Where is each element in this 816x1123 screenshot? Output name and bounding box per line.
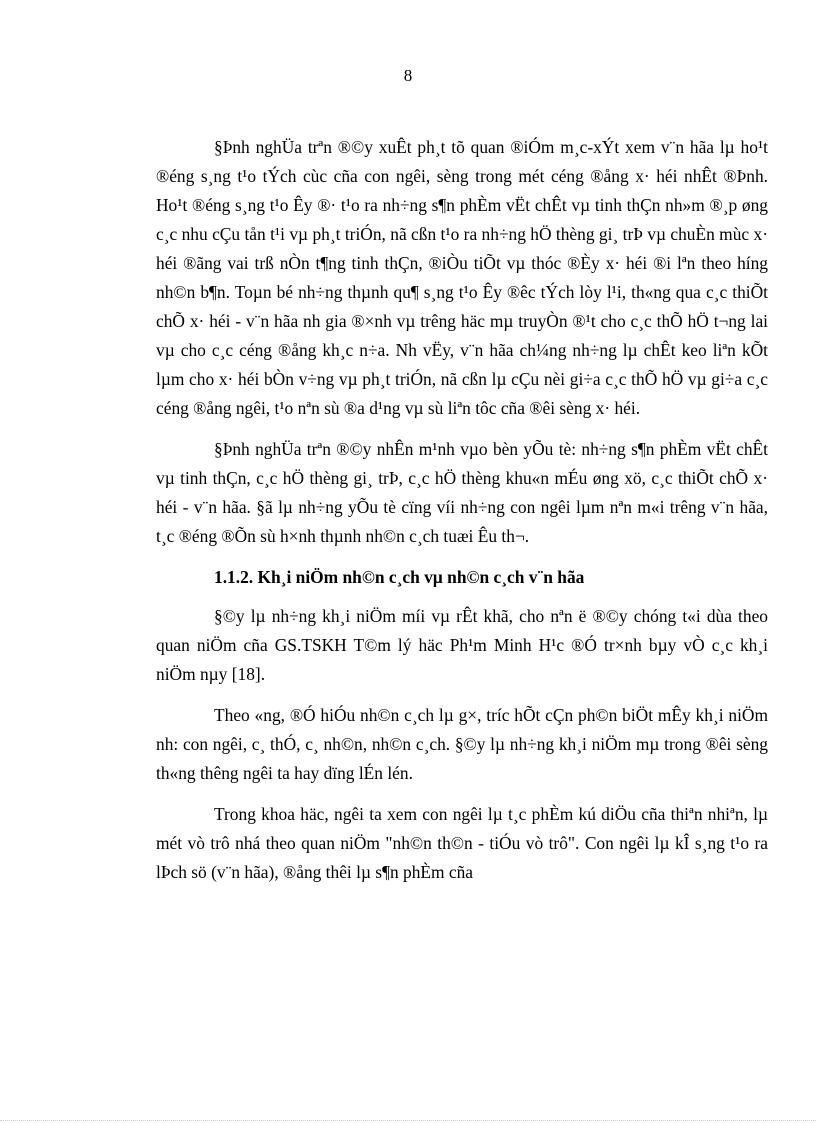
- document-body: [156, 133, 768, 899]
- paragraph-definition-origin: §Þnh nghÜa trªn ®©y xuÊt ph¸t tõ quan ®iÓm m¸c-xÝt xem v¨n hãa lµ ho¹t ®éng s¸ng t¹o tÝch cùc cña con ngêi, sèng trong mét céng ®ång x· héi nhÊt ®Þnh. Ho¹t ®éng s¸ng t¹o Êy ®· t¹o ra nh÷ng s¶n phÈm vËt chÊt vµ tinh thÇn nh»m ®¸p øng c¸c nhu cÇu tån t¹i vµ ph¸t triÓn, nã cßn t¹o ra nh÷ng hÖ thèng gi¸ trÞ vµ chuÈn mùc x· héi ®ãng vai trß nÒn t¶ng tinh thÇn, ®iÒu tiÕt vµ thóc ®Èy x· héi ®i lªn theo híng nh©n b¶n. Toµn bé nh÷ng thµnh qu¶ s¸ng t¹o Êy ®êc tÝch lòy l¹i, th«ng qua c¸c thiÕt chÕ x· héi - v¨n hãa nh gia ®×nh vµ trêng häc mµ truyÒn ®¹t cho c¸c thÕ hÖ t¬ng lai vµ cho c¸c céng ®ång kh¸c n÷a. Nh vËy, v¨n hãa ch¼ng nh÷ng lµ chÊt keo liªn kÕt lµm cho x· héi bÒn v÷ng vµ ph¸t triÓn, nã cßn lµ cÇu nèi gi÷a c¸c thÕ hÖ vµ gi÷a c¸c céng ®ång ngêi, t¹o nªn sù ®a d¹ng vµ sù liªn tôc cña ®êi sèng x· héi.: [156, 137, 768, 418]
- paragraph-distinguish-concepts: Theo «ng, ®Ó hiÓu nh©n c¸ch lµ g×, tríc hÕt cÇn ph©n biÖt mÊy kh¸i niÖm nh: con ngêi, c¸ thÓ, c¸ nh©n, nh©n c¸ch. §©y lµ nh÷ng kh¸i niÖm mµ trong ®êi sèng th«ng thêng ngêi ta hay dïng lÉn lén.: [156, 705, 768, 783]
- page-bottom-rule: [0, 1120, 816, 1121]
- paragraph-four-elements: §Þnh nghÜa trªn ®©y nhÊn m¹nh vµo bèn yÕu tè: nh÷ng s¶n phÈm vËt chÊt vµ tinh thÇn, c¸c hÖ thèng gi¸ trÞ, c¸c hÖ thèng khu«n mÉu øng xö, c¸c thiÕt chÕ x· héi - v¨n hãa. §ã lµ nh÷ng yÕu tè cïng víi nh÷ng con ngêi lµm nªn m«i trêng v¨n hãa, t¸c ®éng ®Õn sù h×nh thµnh nh©n c¸ch tuæi Êu th¬.: [156, 439, 768, 546]
- page-number: 8: [403, 66, 413, 85]
- section-heading: 1.1.2. Kh¸i niÖm nh©n c¸ch vµ nh©n c¸ch v¨n hãa: [214, 567, 585, 587]
- paragraph-concepts-intro: §©y lµ nh÷ng kh¸i niÖm míi vµ rÊt khã, cho nªn ë ®©y chóng t«i dùa theo quan niÖm cña GS.TSKH T©m lý häc Ph¹m Minh H¹c ®Ó tr×nh bµy vÒ c¸c kh¸i niÖm nµy [18].: [156, 606, 768, 684]
- paragraph-human-science: Trong khoa häc, ngêi ta xem con ngêi lµ t¸c phÈm kú diÖu cña thiªn nhiªn, lµ mét vò trô nhá theo quan niÖm "nh©n th©n - tiÓu vò trô". Con ngêi lµ kÎ s¸ng t¹o ra lÞch sö (v¨n hãa), ®ång thêi lµ s¶n phÈm cña: [156, 804, 768, 882]
